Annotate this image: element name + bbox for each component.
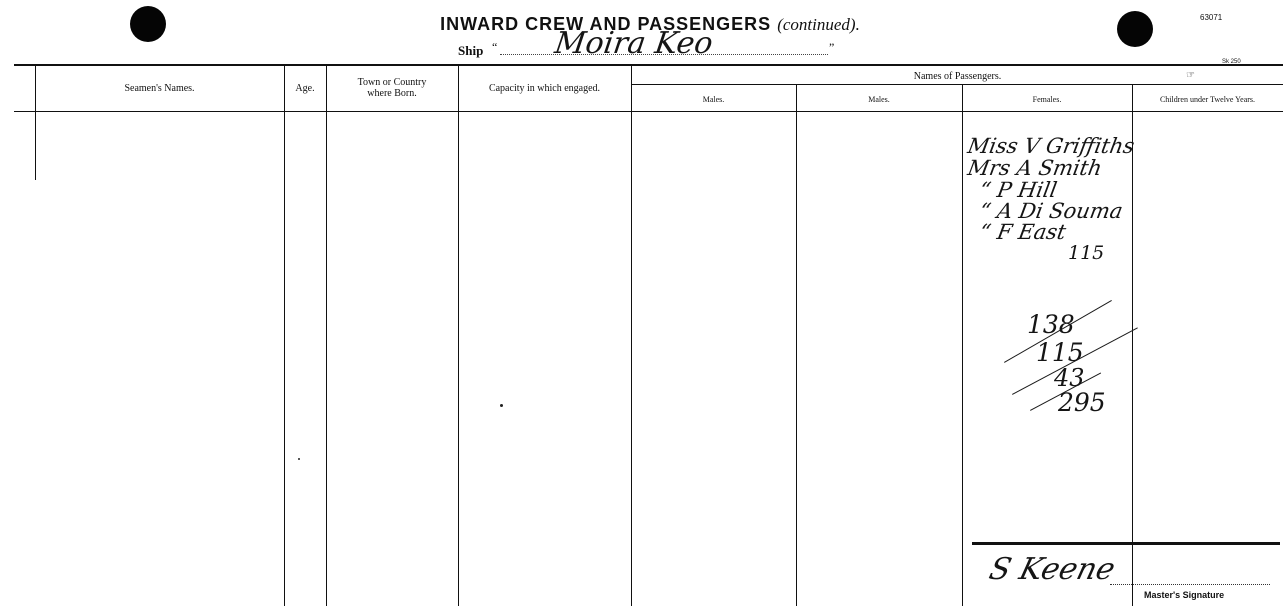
header-children: Children under Twelve Years. xyxy=(1159,95,1256,104)
females-entry: “ A Di Souma xyxy=(977,199,1125,223)
passengers-group-rule xyxy=(632,84,1283,85)
ink-speck xyxy=(298,458,300,460)
col-rule-children xyxy=(1132,84,1133,606)
ship-open-quote: “ xyxy=(492,40,498,54)
tally-value: 138 xyxy=(1027,310,1075,339)
header-males-2: Males. xyxy=(868,95,890,104)
ink-speck xyxy=(500,404,503,407)
punch-hole-left xyxy=(130,6,166,42)
master-signature: S Keene xyxy=(985,552,1119,587)
table-top-rule xyxy=(14,64,1283,66)
form-code: Sk 250 xyxy=(1222,59,1241,65)
hand-pointer-icon: ☞ xyxy=(1186,70,1195,81)
col-rule-males-2 xyxy=(796,84,797,606)
punch-hole-right xyxy=(1117,11,1153,47)
females-count: 115 xyxy=(1068,242,1105,264)
header-town-line2: where Born. xyxy=(367,88,417,99)
header-age: Age. xyxy=(295,83,315,94)
females-entry: “ F East xyxy=(977,220,1068,244)
col-rule-town xyxy=(326,64,327,606)
header-names-of-passengers: Names of Passengers. xyxy=(913,71,1002,82)
ship-name: Moira Keo xyxy=(552,26,716,61)
col-rule-passengers xyxy=(631,64,632,606)
col-rule-capacity xyxy=(458,64,459,606)
ship-close-quote: ” xyxy=(829,40,835,54)
females-entry: “ P Hill xyxy=(977,178,1059,202)
header-capacity: Capacity in which engaged. xyxy=(488,83,601,94)
tally-value: 43 xyxy=(1054,364,1085,392)
females-entry: Mrs A Smith xyxy=(965,156,1104,180)
master-signature-label: Master's Signature xyxy=(1144,590,1225,600)
header-town xyxy=(326,77,458,99)
signature-rule xyxy=(972,542,1280,545)
col-rule-females xyxy=(962,84,963,606)
title-text: INWARD CREW AND PASSENGERS xyxy=(440,14,772,34)
header-seamens-names: Seamen's Names. xyxy=(124,83,195,94)
form-number: 63071 xyxy=(1200,13,1223,22)
ship-label: Ship xyxy=(458,43,484,58)
header-bottom-rule xyxy=(14,111,1283,112)
col-rule-age xyxy=(284,64,285,606)
tally-value: 295 xyxy=(1058,388,1106,417)
females-entry: Miss V Griffiths xyxy=(965,134,1137,158)
header-males-1: Males. xyxy=(702,95,725,104)
tally-value: 115 xyxy=(1036,338,1084,367)
header-town-line1: Town or Country xyxy=(357,77,427,88)
title-suffix: (continued). xyxy=(777,15,860,34)
signature-rule-dotted xyxy=(1110,584,1270,585)
col-rule-left xyxy=(35,64,36,180)
header-females: Females. xyxy=(1032,95,1062,104)
